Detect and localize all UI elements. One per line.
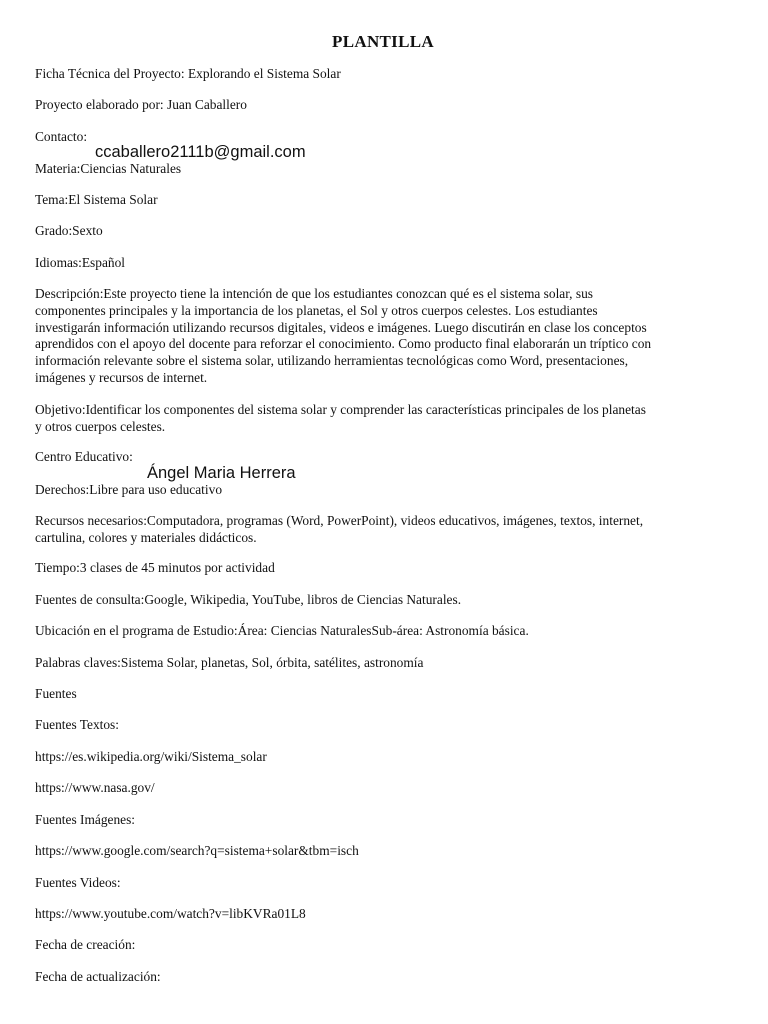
- descripcion-line: investigarán información utilizando recursos digitales, videos e imágenes. Luego discutirán en clase los conceptos: [35, 319, 647, 335]
- materia-line: Materia:Ciencias Naturales: [35, 161, 182, 176]
- fecha-actualizacion-line: Fecha de actualización:: [35, 969, 161, 984]
- url-youtube: https://www.youtube.com/watch?v=libKVRa01L8: [35, 906, 306, 921]
- descripcion-line: información relevante sobre el sistema solar, utilizando herramientas tecnológicas como Word, presentaciones,: [35, 353, 629, 369]
- objetivo-line: Objetivo:Identificar los componentes del sistema solar y comprender las características principales de los planetas: [35, 402, 646, 417]
- descripcion-line: Descripción:Este proyecto tiene la intención de que los estudiantes conozcan qué es el sistema solar, sus: [35, 286, 593, 301]
- fecha-creacion-line: Fecha de creación:: [35, 937, 136, 952]
- descripcion-line: imágenes y recursos de internet.: [35, 369, 208, 385]
- contacto-label: Contacto:: [35, 129, 88, 144]
- recursos-line: Recursos necesarios:Computadora, programas (Word, PowerPoint), videos educativos, imágenes, textos, internet,: [35, 513, 644, 528]
- objetivo-paragraph: [35, 402, 731, 436]
- idiomas-line: Idiomas:Español: [35, 255, 126, 270]
- descripcion-line: componentes principales y la importancia de los planetas, el Sol y otros cuerpos celestes. Los estudiantes: [35, 302, 598, 318]
- document-title: PLANTILLA: [332, 32, 434, 51]
- tema-line: Tema:El Sistema Solar: [35, 192, 158, 207]
- fuentes-heading: Fuentes: [35, 686, 77, 701]
- contacto-email: ccaballero2111b@gmail.com: [95, 143, 306, 161]
- centro-educativo-value: Ángel Maria Herrera: [147, 464, 296, 482]
- url-wikipedia: https://es.wikipedia.org/wiki/Sistema_solar: [35, 749, 267, 764]
- ubicacion-line: Ubicación en el programa de Estudio:Área: Ciencias NaturalesSub-área: Astronomía básica.: [35, 623, 529, 638]
- descripcion-line: aprendidos con el apoyo del docente para reforzar el conocimiento. Como producto final elaborarán un tríptico con: [35, 336, 652, 352]
- fuentes-imagenes-heading: Fuentes Imágenes:: [35, 812, 136, 827]
- descripcion-paragraph: [35, 286, 731, 387]
- palabras-claves-line: Palabras claves:Sistema Solar, planetas, Sol, órbita, satélites, astronomía: [35, 655, 424, 670]
- tiempo-line: Tiempo:3 clases de 45 minutos por actividad: [35, 560, 275, 575]
- fuentes-videos-heading: Fuentes Videos:: [35, 875, 121, 890]
- objetivo-line: y otros cuerpos celestes.: [35, 418, 166, 434]
- ficha-tecnica: Ficha Técnica del Proyecto: Explorando el Sistema Solar: [35, 66, 341, 81]
- document-page: [35, 0, 735, 1024]
- url-nasa: https://www.nasa.gov/: [35, 780, 155, 795]
- derechos-line: Derechos:Libre para uso educativo: [35, 482, 223, 497]
- grado-line: Grado:Sexto: [35, 223, 103, 238]
- autor-line: Proyecto elaborado por: Juan Caballero: [35, 97, 247, 112]
- fuentes-consulta-line: Fuentes de consulta:Google, Wikipedia, YouTube, libros de Ciencias Naturales.: [35, 592, 462, 607]
- recursos-line: cartulina, colores y materiales didácticos.: [35, 529, 257, 545]
- centro-label: Centro Educativo:: [35, 449, 133, 464]
- recursos-paragraph: [35, 513, 731, 547]
- url-google: https://www.google.com/search?q=sistema+solar&tbm=isch: [35, 843, 359, 858]
- fuentes-textos-heading: Fuentes Textos:: [35, 717, 119, 732]
